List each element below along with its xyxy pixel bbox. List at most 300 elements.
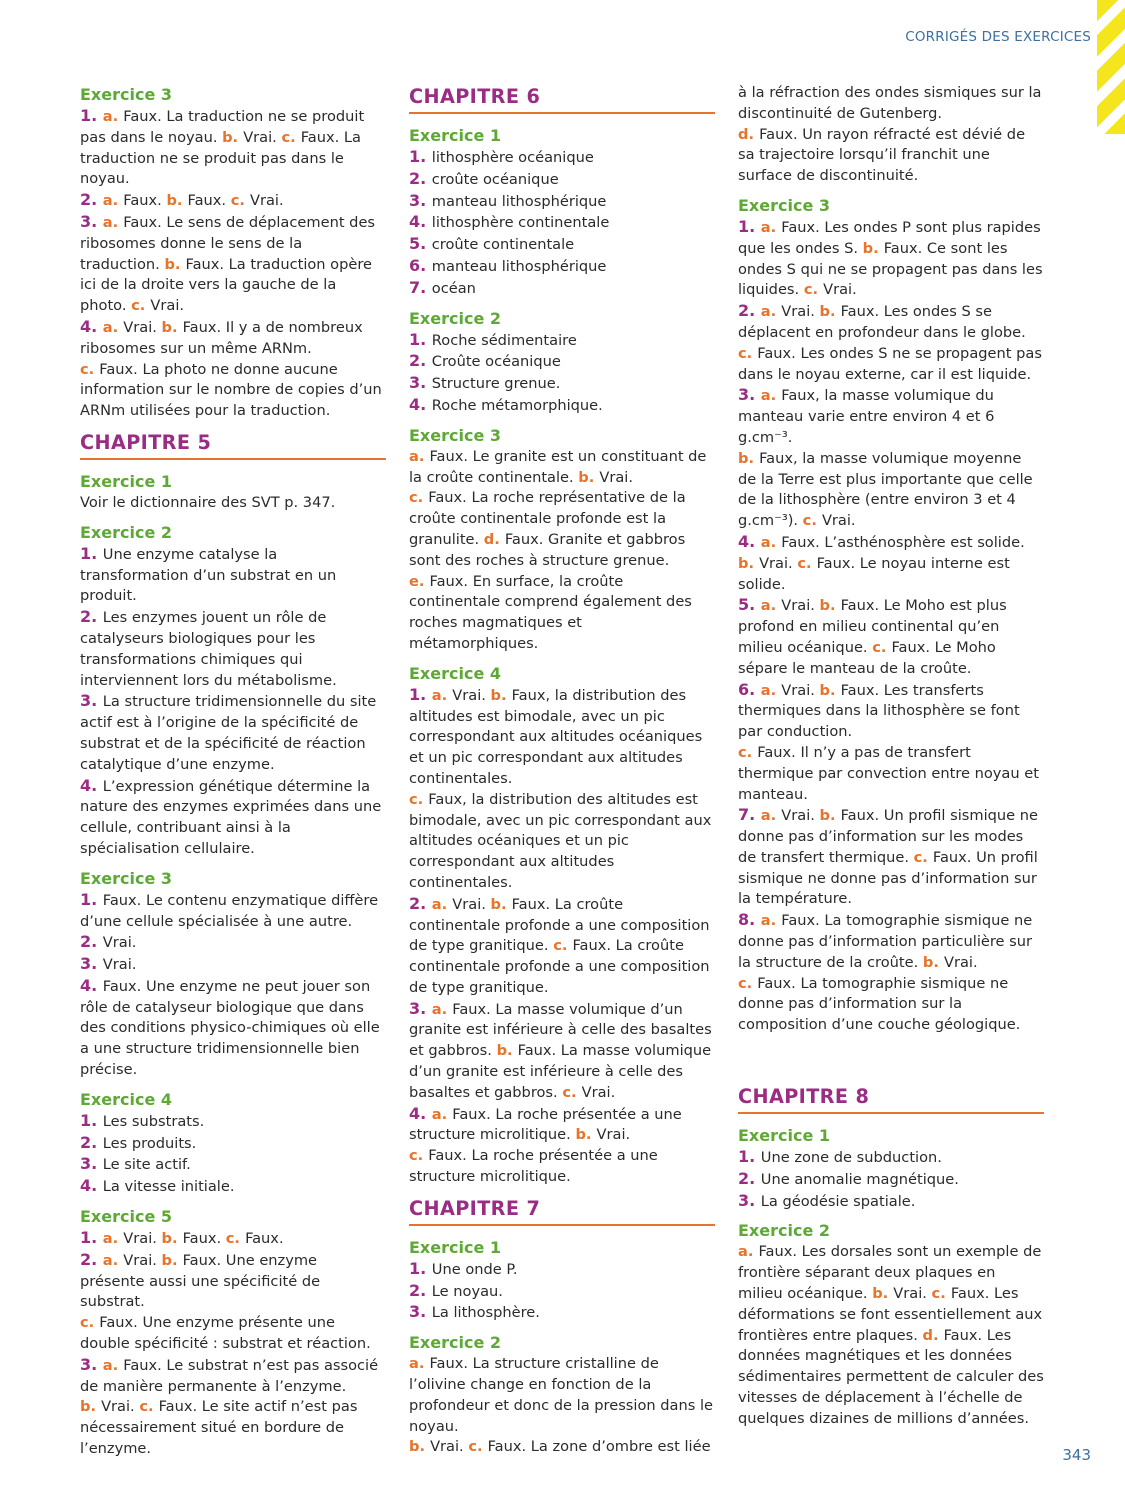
answer-text: Vrai. <box>123 1251 162 1269</box>
answer-text: Vrai. <box>893 1285 932 1303</box>
item-letter: a. <box>409 1355 430 1373</box>
item-number: 1. <box>409 684 432 704</box>
item-letter: a. <box>431 895 453 913</box>
item-letter: c. <box>553 937 573 955</box>
answer-text: Une anomalie magnétique. <box>760 1170 959 1188</box>
item-number: 1. <box>409 329 432 349</box>
answer-text: Vrai. <box>430 1438 469 1456</box>
item-letter: b. <box>409 1438 431 1456</box>
answer-text: Faux. Les ondes S se déplacent en profondeur dans le globe. <box>738 303 1026 341</box>
answer-text: Faux. Les ondes P sont plus rapides que les ondes S. <box>738 218 1041 257</box>
item-letter: b. <box>872 1285 894 1303</box>
chapter-heading: CHAPITRE 8 <box>738 1084 1044 1114</box>
item-letter: c. <box>225 1230 246 1248</box>
answer-text: lithosphère océanique <box>431 149 594 166</box>
answer-text: Les produits. <box>102 1134 197 1152</box>
item-letter: a. <box>760 533 782 551</box>
answer-text: Vrai. <box>243 128 282 146</box>
answer-line <box>80 776 386 860</box>
answer-text: Faux. <box>187 192 231 210</box>
answer-text: Faux. Le sens de déplacement des ribosomes donne le sens de la traduction. <box>80 213 376 273</box>
answer-text: Faux. La roche présentée a une structure microlitique. <box>409 1105 682 1144</box>
item-number: 3. <box>738 385 761 405</box>
item-number: 2. <box>80 1249 103 1269</box>
item-letter: b. <box>819 681 841 699</box>
answer-text: Vrai. <box>581 1083 616 1101</box>
item-letter: b. <box>80 1398 102 1416</box>
item-letter: a. <box>431 686 453 704</box>
answer-text: Faux. Il n’y a pas de transfert thermique par convection entre noyau et manteau. <box>738 743 1039 803</box>
answer-line <box>409 488 715 571</box>
item-number: 2. <box>80 1132 103 1152</box>
exercise-title: Exercice 1 <box>409 126 501 145</box>
item-letter: b. <box>819 597 841 615</box>
chapter-heading: CHAPITRE 7 <box>409 1196 715 1226</box>
exercise-title: Exercice 2 <box>409 1333 501 1353</box>
answer-text: Le site actif. <box>102 1156 191 1174</box>
answer-text: Faux. Le granite est un constituant de la croûte continentale. <box>409 447 707 486</box>
answer-line <box>409 234 715 256</box>
item-number: 2. <box>738 301 761 321</box>
answer-text: Faux. <box>123 192 167 210</box>
answer-line <box>409 1146 715 1188</box>
item-letter: c. <box>131 297 151 315</box>
page-number: 343 <box>1062 1446 1091 1464</box>
answer-line <box>738 301 1044 344</box>
answer-text: La structure tridimensionnelle du site actif est à l’origine de la spécificité de substrat et de la spécificité de réaction catalytique d’une enzyme. <box>80 693 377 773</box>
item-letter: a. <box>431 1000 453 1018</box>
answer-text: Faux. Les ondes S ne se propagent pas dans le noyau externe, car il est liquide. <box>738 344 1042 383</box>
item-letter: b. <box>161 1251 183 1269</box>
answer-line <box>80 1313 386 1355</box>
answer-text: Faux. L’asthénosphère est solide. <box>781 533 1025 551</box>
exercise-block <box>409 425 715 655</box>
item-letter: a. <box>760 681 782 699</box>
item-letter: c. <box>80 1314 100 1332</box>
answer-line <box>80 1355 386 1398</box>
item-number: 7. <box>738 805 761 825</box>
item-letter: d. <box>922 1326 944 1344</box>
item-letter: a. <box>102 318 124 336</box>
answer-text: manteau lithosphérique <box>431 257 607 275</box>
exercise-block <box>738 1125 1044 1212</box>
answer-text: Faux. Ce sont les ondes S qui ne se propagent pas dans les liquides. <box>738 239 1043 299</box>
item-letter: b. <box>922 953 944 971</box>
exercise-block <box>80 522 386 860</box>
item-letter: a. <box>760 912 782 930</box>
answer-line <box>738 385 1044 448</box>
answer-text: Vrai. <box>943 953 978 971</box>
answer-text: Vrai. <box>452 686 491 704</box>
exercise-title: Exercice 3 <box>80 868 172 888</box>
item-letter: b. <box>164 255 186 273</box>
answer-text: Vrai. <box>102 934 137 952</box>
item-number: 5. <box>409 234 432 254</box>
item-letter: e. <box>409 572 430 590</box>
answer-text: Faux. Une enzyme présente une double spécificité : substrat et réaction. <box>80 1314 371 1353</box>
answer-text: Faux. La photo ne donne aucune information sur le nombre de copies d’un ARNm utilisées pour la traduction. <box>80 360 382 420</box>
item-letter: c. <box>468 1438 488 1456</box>
answer-text: Faux. Les déformations se font essentiellement aux frontières entre plaques. <box>738 1285 1043 1344</box>
item-letter: a. <box>102 192 124 210</box>
answer-text: Les substrats. <box>102 1112 205 1130</box>
exercise-block <box>409 308 715 417</box>
item-number: 4. <box>409 394 432 414</box>
item-letter: c. <box>931 1285 951 1303</box>
answer-line <box>738 554 1044 596</box>
answer-text: croûte continentale <box>431 236 575 254</box>
answer-text: Vrai. <box>150 297 185 315</box>
item-number: 2. <box>409 1280 432 1300</box>
answer-text: Faux, la masse volumique du manteau varie entre environ 4 et 6 g.cm⁻³. <box>738 387 995 446</box>
item-number: 3. <box>80 1154 103 1174</box>
exercise-block <box>738 83 1044 187</box>
item-letter: c. <box>230 192 250 210</box>
answer-line <box>738 83 1044 125</box>
answer-text: Les enzymes jouent un rôle de catalyseurs biologiques pour les transformations chimiques qui interviennent lors du métabolisme. <box>80 609 337 689</box>
item-letter: a. <box>102 213 124 231</box>
answer-text: Vrai. <box>596 1126 631 1144</box>
item-number: 1. <box>409 147 432 166</box>
answer-text: Une onde P. <box>431 1260 518 1278</box>
item-letter: b. <box>575 1126 597 1144</box>
answer-text: Faux. La tomographie sismique ne donne pas d’information particulière sur la structure de la croûte. <box>738 912 1033 971</box>
answer-text: Vrai. <box>781 597 820 615</box>
answer-line <box>80 1133 386 1155</box>
answer-text: Croûte océanique <box>431 353 561 371</box>
answer-text: Faux. Le noyau interne est solide. <box>738 554 1010 593</box>
answer-line <box>80 1397 386 1459</box>
answer-text: Structure grenue. <box>431 375 561 393</box>
exercise-title: Exercice 4 <box>409 663 501 683</box>
answer-line <box>80 1228 386 1250</box>
exercise-title: Exercice 3 <box>738 195 830 215</box>
item-number: 4. <box>80 975 103 995</box>
answer-text: Faux. Le Moho est plus profond en milieu continental qu’en milieu océanique. <box>738 597 1007 656</box>
answer-text: Faux. La roche représentative de la croûte continentale profonde est la granulite. <box>409 489 686 548</box>
answer-line <box>738 595 1044 679</box>
item-letter: a. <box>738 1243 759 1261</box>
answer-line <box>80 890 386 933</box>
exercise-block <box>80 1206 386 1460</box>
answer-text: Vrai. <box>599 468 633 486</box>
answer-text: Vrai. <box>823 281 857 299</box>
answer-text: La lithosphère. <box>431 1304 540 1322</box>
item-letter: b. <box>222 128 244 146</box>
item-number: 4. <box>80 775 103 795</box>
answer-line <box>80 954 386 976</box>
answer-text: Faux. La masse volumique d’un granite est inférieure à celle des basaltes et gabbros. <box>409 1000 712 1060</box>
answer-text: Vrai. <box>123 1230 162 1248</box>
answer-text: Faux, la distribution des altitudes est bimodale, avec un pic correspondant aux altitudes océaniques et un pic correspondant aux altitudes continentales. <box>409 790 712 891</box>
answer-line <box>738 910 1044 973</box>
item-letter: b. <box>161 1230 183 1248</box>
answer-text: Voir le dictionnaire des SVT p. 347. <box>80 493 336 511</box>
exercise-block <box>80 84 386 422</box>
item-number: 6. <box>738 679 761 699</box>
exercise-block <box>80 1089 386 1198</box>
item-number: 5. <box>738 595 761 615</box>
answer-line <box>409 278 715 300</box>
answer-text: croûte océanique <box>431 170 559 188</box>
exercise-block <box>409 125 715 300</box>
answer-line <box>409 351 715 373</box>
answer-text: Faux. La tomographie sismique ne donne pas d’information sur la composition d’une couche géologique. <box>738 974 1021 1034</box>
answer-line <box>409 147 715 169</box>
answer-line <box>409 169 715 191</box>
item-number: 4. <box>738 531 761 551</box>
answer-text: Faux. Les transferts thermiques dans la lithosphère se font par conduction. <box>738 681 1020 741</box>
answer-text: Vrai. <box>759 554 798 572</box>
answer-text: Faux. La croûte continentale profonde a une composition de type granitique. <box>409 937 710 996</box>
exercise-block <box>409 1237 715 1324</box>
answer-line <box>409 790 715 894</box>
answer-text: Vrai. <box>781 681 820 699</box>
item-number: 3. <box>409 373 432 393</box>
item-letter: c. <box>409 1147 429 1165</box>
exercise-title: Exercice 2 <box>80 522 172 542</box>
item-letter: a. <box>760 387 782 405</box>
answer-text: Faux. Les données magnétiques et les données sédimentaires permettent de calculer des vitesses de déplacement à l’échelle de quelques dizaines de millions d’années. <box>738 1326 1044 1427</box>
item-letter: c. <box>803 281 824 299</box>
item-letter: a. <box>409 447 430 465</box>
item-number: 2. <box>409 168 432 188</box>
answer-text: Une enzyme catalyse la transformation d’un substrat en un produit. <box>80 545 337 605</box>
running-header: CORRIGÉS DES EXERCICES <box>905 29 1091 45</box>
item-number: 6. <box>409 255 432 275</box>
answer-line <box>80 1250 386 1313</box>
item-number: 1. <box>80 889 103 909</box>
item-letter: a. <box>102 108 124 125</box>
answer-text: lithosphère continentale <box>431 214 610 232</box>
exercise-title: Exercice 1 <box>738 1126 830 1146</box>
answer-text: Faux. La traduction ne se produit pas dans le noyau. <box>80 108 365 146</box>
answer-text: Faux. Le site actif n’est pas nécessairement situé en bordure de l’enzyme. <box>80 1398 358 1458</box>
item-letter: a. <box>760 303 782 321</box>
answer-line <box>80 1111 386 1133</box>
exercise-block <box>409 1332 715 1458</box>
answer-line <box>80 212 386 317</box>
item-number: 1. <box>80 106 103 125</box>
answer-text: Roche sédimentaire <box>431 331 577 349</box>
answer-line <box>409 1302 715 1324</box>
answer-line <box>80 607 386 691</box>
item-letter: b. <box>166 192 188 210</box>
answer-text: La vitesse initiale. <box>102 1178 235 1196</box>
item-letter: d. <box>738 125 760 143</box>
answer-text: Faux. La croûte continentale profonde a une composition de type granitique. <box>409 895 710 955</box>
item-letter: b. <box>490 686 512 704</box>
answer-text: Vrai. <box>781 303 820 321</box>
item-number: 4. <box>80 316 103 336</box>
item-letter: b. <box>578 468 600 486</box>
answer-text: Faux, la masse volumique moyenne de la Terre est plus importante que celle de la lithosphère (entre environ 3 et 4 g.cm⁻³). <box>738 449 1033 530</box>
answer-line <box>409 572 715 655</box>
exercise-title: Exercice 3 <box>409 425 501 445</box>
exercise-title: Exercice 1 <box>409 1237 501 1257</box>
exercise-block <box>738 195 1044 1036</box>
item-number: 7. <box>409 277 432 297</box>
answer-line <box>738 125 1044 187</box>
item-number: 2. <box>80 607 103 627</box>
answer-text: Faux. Le Moho sépare le manteau de la croûte. <box>738 638 996 677</box>
item-letter: b. <box>496 1042 518 1060</box>
answer-line <box>409 1259 715 1281</box>
item-number: 2. <box>80 932 103 952</box>
exercise-title: Exercice 2 <box>738 1221 830 1241</box>
item-number: 2. <box>409 893 432 913</box>
answer-line <box>409 1281 715 1303</box>
answer-text: Vrai. <box>102 956 137 974</box>
answer-text: Faux. La structure cristalline de l’olivine change en fonction de la profondeur et donc de la pression dans le noyau. <box>409 1355 714 1435</box>
answer-text: Faux. La traduction ne se produit pas dans le noyau. <box>80 128 361 188</box>
answer-line <box>409 256 715 278</box>
item-number: 3. <box>409 998 432 1018</box>
answer-line <box>738 1242 1044 1429</box>
answer-line <box>738 974 1044 1036</box>
answer-line <box>409 191 715 213</box>
text-column-1 <box>80 84 386 1468</box>
answer-text: Roche métamorphique. <box>431 396 603 414</box>
answer-text: Faux, la distribution des altitudes est bimodale, avec un pic correspondant aux altitudes océaniques et un pic correspondant aux altitudes continentales. <box>409 686 703 787</box>
item-letter: c. <box>281 128 301 146</box>
answer-text: Faux. En surface, la croûte continentale comprend également des roches magmatiques et métamorphiques. <box>409 572 692 652</box>
answer-line <box>738 743 1044 805</box>
answer-text: Faux. La masse volumique d’un granite est inférieure à celle des basaltes et gabbros. <box>409 1042 712 1101</box>
answer-text: Faux. La zone d’ombre est liée <box>487 1438 711 1456</box>
item-number: 1. <box>80 1110 103 1130</box>
answer-text: Faux. Le contenu enzymatique diffère d’une cellule spécialisée à une autre. <box>80 891 379 930</box>
item-number: 3. <box>80 691 103 711</box>
answer-text: à la réfraction des ondes sismiques sur la discontinuité de Gutenberg. <box>738 84 1042 122</box>
item-letter: c. <box>409 489 429 507</box>
item-number: 1. <box>738 216 761 236</box>
answer-text: La géodésie spatiale. <box>760 1192 916 1210</box>
item-letter: c. <box>562 1083 582 1101</box>
answer-text: Faux. <box>245 1230 284 1248</box>
exercise-title: Exercice 5 <box>80 1207 172 1227</box>
item-letter: b. <box>819 303 841 321</box>
answer-text: Vrai. <box>249 192 284 210</box>
item-letter: b. <box>862 239 884 257</box>
exercise-block <box>80 868 386 1081</box>
answer-line <box>738 805 1044 910</box>
text-column-2 <box>409 84 715 1466</box>
yellow-corner-stripe <box>1097 0 1125 134</box>
exercise-block <box>738 1220 1044 1429</box>
item-letter: c. <box>872 638 892 656</box>
answer-line <box>80 360 386 422</box>
item-number: 2. <box>738 1168 761 1188</box>
exercise-title: Exercice 1 <box>80 471 172 491</box>
answer-text: Faux. Une enzyme présente aussi une spécificité de substrat. <box>80 1251 321 1311</box>
answer-text: Vrai. <box>781 807 820 825</box>
answer-text: Faux. Granite et gabbros sont des roches à structure grenue. <box>409 530 686 569</box>
answer-text: Faux. Le substrat n’est pas associé de manière permanente à l’enzyme. <box>80 1356 379 1395</box>
answer-line <box>80 976 386 1081</box>
item-number: 3. <box>80 1354 103 1374</box>
answer-text: Faux. La traduction opère ici de la droite vers la gauche de la photo. <box>80 255 373 315</box>
item-number: 2. <box>409 351 432 371</box>
answer-line <box>738 680 1044 743</box>
answer-line <box>409 373 715 395</box>
answer-line <box>409 999 715 1104</box>
answer-text: Faux. Un profil sismique ne donne pas d’information sur la température. <box>738 848 1038 908</box>
item-number: 1. <box>738 1147 761 1167</box>
answer-text: Vrai. <box>101 1398 140 1416</box>
item-number: 3. <box>409 190 432 210</box>
answer-line <box>738 1191 1044 1213</box>
chapter-heading: CHAPITRE 6 <box>409 84 715 114</box>
item-letter: c. <box>738 974 758 992</box>
answer-line <box>409 330 715 352</box>
exercise-block <box>409 663 715 1188</box>
exercise-title: Exercice 2 <box>409 308 501 328</box>
answer-text: Vrai. <box>821 512 856 530</box>
answer-line <box>80 190 386 212</box>
answer-line <box>80 1176 386 1198</box>
item-letter: b. <box>738 554 760 572</box>
answer-line <box>80 493 386 514</box>
answer-text: Faux. Il y a de nombreux ribosomes sur un même ARNm. <box>80 318 363 357</box>
text-column-3 <box>738 83 1044 1438</box>
answer-line <box>738 532 1044 554</box>
answer-text: Vrai. <box>452 895 491 913</box>
answer-line <box>738 344 1044 386</box>
item-number: 1. <box>80 543 103 563</box>
answer-line <box>80 317 386 360</box>
item-letter: c. <box>797 554 817 572</box>
answer-line <box>738 217 1044 301</box>
exercise-block <box>80 471 386 514</box>
item-number: 3. <box>409 1302 432 1322</box>
answer-text: Une zone de subduction. <box>760 1149 942 1167</box>
answer-text: Faux. La roche présentée a une structure microlitique. <box>409 1147 658 1186</box>
answer-line <box>409 212 715 234</box>
item-letter: c. <box>80 360 100 378</box>
item-number: 3. <box>80 954 103 974</box>
answer-line <box>80 932 386 954</box>
item-number: 4. <box>409 1103 432 1123</box>
section-spacer <box>738 1044 1044 1084</box>
item-letter: a. <box>102 1230 124 1248</box>
answer-line <box>409 395 715 417</box>
item-letter: c. <box>802 512 822 530</box>
answer-text: Faux. Un rayon réfracté est dévié de sa trajectoire lorsqu’il franchit une surface de discontinuité. <box>738 125 1026 185</box>
answer-line <box>80 544 386 607</box>
answer-text: Faux. Les dorsales sont un exemple de frontière séparant deux plaques en milieu océanique. <box>738 1243 1042 1303</box>
item-letter: a. <box>760 597 782 615</box>
answer-line <box>738 1169 1044 1191</box>
answer-line <box>738 449 1044 532</box>
answer-text: manteau lithosphérique <box>431 192 607 210</box>
answer-line <box>409 1437 715 1458</box>
item-letter: a. <box>102 1356 124 1374</box>
answer-text: Faux. Un profil sismique ne donne pas d’information sur les modes de transfert thermique. <box>738 807 1038 866</box>
answer-text: L’expression génétique détermine la nature des enzymes exprimées dans une cellule, contribuant ainsi à la spécialisation cellulaire. <box>80 777 382 857</box>
item-letter: c. <box>913 848 933 866</box>
item-letter: b. <box>161 318 183 336</box>
answer-line <box>80 1154 386 1176</box>
answer-line <box>409 685 715 790</box>
exercise-title: Exercice 3 <box>80 85 172 104</box>
answer-line <box>80 691 386 775</box>
item-number: 4. <box>409 212 432 232</box>
answer-text: Faux. Une enzyme ne peut jouer son rôle de catalyseur biologique que dans des conditions physico-chimiques où elle a une structure tridimensionnelle bien précise. <box>80 977 380 1079</box>
item-letter: b. <box>819 807 841 825</box>
item-number: 1. <box>80 1228 103 1248</box>
answer-line <box>409 1354 715 1437</box>
